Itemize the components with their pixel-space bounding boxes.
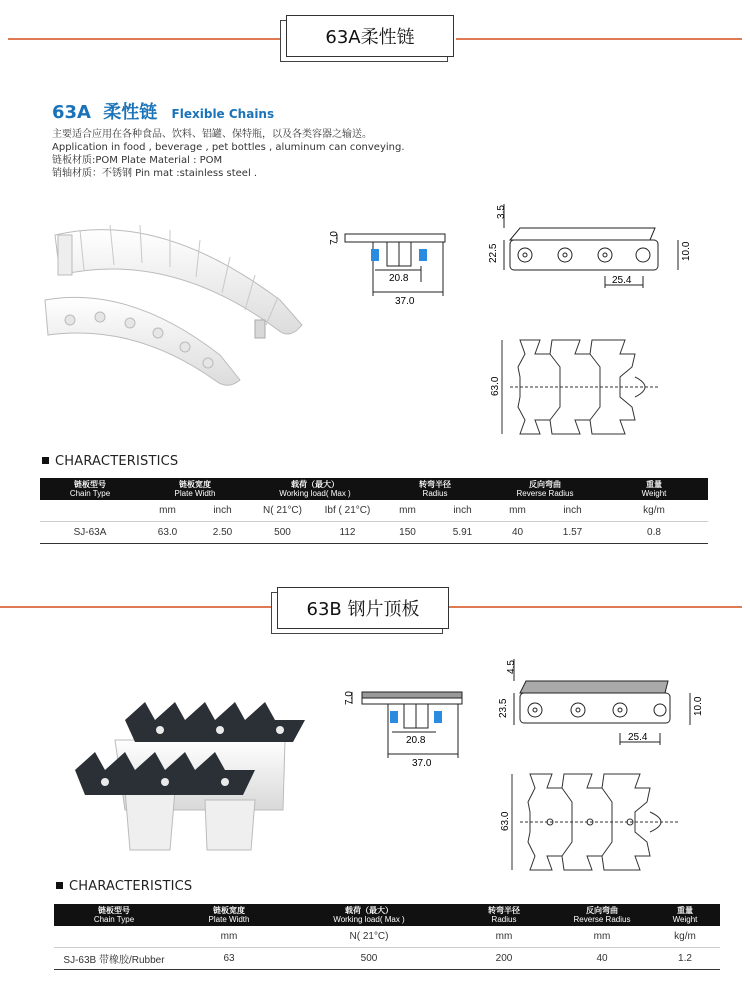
unit-cell: Ibf ( 21°C) (315, 500, 380, 522)
value-cell: 63.0 (140, 522, 195, 544)
dim-front-top: 4.5 (506, 660, 517, 674)
unit-cell: N( 21°C) (284, 926, 454, 948)
value-cell: SJ-63A (40, 522, 140, 544)
value-cell: 200 (454, 948, 554, 970)
table-row (40, 522, 708, 544)
product-photo-63a (40, 205, 310, 390)
value-cell: 2.50 (195, 522, 250, 544)
value-cell: SJ-63B 带橡胶/Rubber (54, 948, 174, 970)
unit-cell: mm (554, 926, 650, 948)
value-cell: 5.91 (435, 522, 490, 544)
spec-table-63a (40, 478, 708, 544)
product-title (52, 98, 274, 124)
title-cn: 柔性链 (103, 102, 158, 123)
dim-front-pitch: 25.4 (628, 732, 648, 743)
value-cell: 1.57 (545, 522, 600, 544)
header-row (54, 904, 720, 926)
value-cell: 500 (250, 522, 315, 544)
characteristics-heading-a: CHARACTERISTICS (42, 454, 178, 469)
header-weight: 重量 Weight (600, 478, 708, 500)
dim-front-right: 10.0 (681, 241, 692, 261)
section-rule-right-b (448, 606, 742, 608)
unit-cell (40, 500, 140, 522)
unit-cell (54, 926, 174, 948)
top-view-drawing-63a (480, 332, 680, 442)
unit-cell: kg/m (600, 500, 708, 522)
side-view-drawing-63a (325, 222, 455, 310)
front-view-drawing-63b (490, 655, 705, 755)
value-cell: 1.2 (650, 948, 720, 970)
title-en: Flexible Chains (171, 107, 275, 121)
desc-line: 链板材质:POM Plate Material : POM (52, 155, 223, 166)
value-cell: 112 (315, 522, 380, 544)
header-plate-width: 链板宽度 Plate Width (140, 478, 250, 500)
table-row (54, 948, 720, 970)
header-reverse-radius: 反向弯曲 Reverse Radius (490, 478, 600, 500)
dim-top-height: 63.0 (500, 811, 511, 831)
spec-table-63b (54, 904, 720, 970)
dim-top-height: 63.0 (490, 376, 501, 396)
header-plate-width: 链板宽度 Plate Width (174, 904, 284, 926)
section-banner-63a (286, 15, 454, 57)
dim-front-top: 3.5 (496, 205, 507, 219)
section-banner-63b (277, 587, 449, 629)
side-view-drawing-63b (340, 680, 470, 770)
value-cell: 150 (380, 522, 435, 544)
front-view-drawing-63a (480, 200, 695, 295)
header-reverse-radius: 反向弯曲 Reverse Radius (554, 904, 650, 926)
value-cell: 500 (284, 948, 454, 970)
dim-front-right: 10.0 (693, 696, 704, 716)
units-row (40, 500, 708, 522)
header-row (40, 478, 708, 500)
header-radius: 转弯半径 Radius (454, 904, 554, 926)
dim-side-height: 7.0 (329, 231, 340, 245)
header-chain-type: 链板型号 Chain Type (54, 904, 174, 926)
units-row (54, 926, 720, 948)
value-cell: 40 (554, 948, 650, 970)
section-rule-left-b (0, 606, 276, 608)
value-cell: 63 (174, 948, 284, 970)
title-code: 63A (52, 102, 91, 123)
dim-side-width-inner: 20.8 (406, 735, 426, 746)
header-chain-type: 链板型号 Chain Type (40, 478, 140, 500)
unit-cell: mm (490, 500, 545, 522)
product-description (52, 128, 452, 180)
banner-text: 63A柔性链 (325, 27, 415, 48)
value-cell: 40 (490, 522, 545, 544)
top-view-drawing-63b (490, 764, 700, 879)
desc-line: 销轴材质：不锈钢 Pin mat :stainless steel . (52, 168, 258, 179)
header-working-load: 载荷（最大） Working load( Max ) (250, 478, 380, 500)
unit-cell: kg/m (650, 926, 720, 948)
unit-cell: mm (174, 926, 284, 948)
unit-cell: inch (195, 500, 250, 522)
value-cell: 0.8 (600, 522, 708, 544)
characteristics-heading-b: CHARACTERISTICS (56, 879, 192, 894)
section-rule-left-a (8, 38, 284, 40)
section-rule-right-a (456, 38, 742, 40)
header-working-load: 载荷（最大） Working load( Max ) (284, 904, 454, 926)
desc-line: Application in food , beverage , pet bottles , aluminum can conveying. (52, 142, 405, 153)
banner-text: 63B 钢片顶板 (306, 599, 420, 620)
header-radius: 转弯半径 Radius (380, 478, 490, 500)
dim-side-width-outer: 37.0 (395, 296, 415, 307)
unit-cell: inch (435, 500, 490, 522)
product-photo-63b (55, 680, 325, 865)
unit-cell: N( 21°C) (250, 500, 315, 522)
unit-cell: inch (545, 500, 600, 522)
desc-line: 主要适合应用在各种食品、饮料、铝罐、保特瓶，以及各类容器之输送。 (52, 129, 372, 140)
dim-front-height: 23.5 (498, 698, 509, 718)
dim-side-height: 7.0 (344, 691, 355, 705)
unit-cell: mm (454, 926, 554, 948)
dim-side-width-outer: 37.0 (412, 758, 432, 769)
dim-front-height: 22.5 (488, 243, 499, 263)
unit-cell: mm (140, 500, 195, 522)
dim-front-pitch: 25.4 (612, 275, 632, 286)
dim-side-width-inner: 20.8 (389, 273, 409, 284)
header-weight: 重量 Weight (650, 904, 720, 926)
unit-cell: mm (380, 500, 435, 522)
